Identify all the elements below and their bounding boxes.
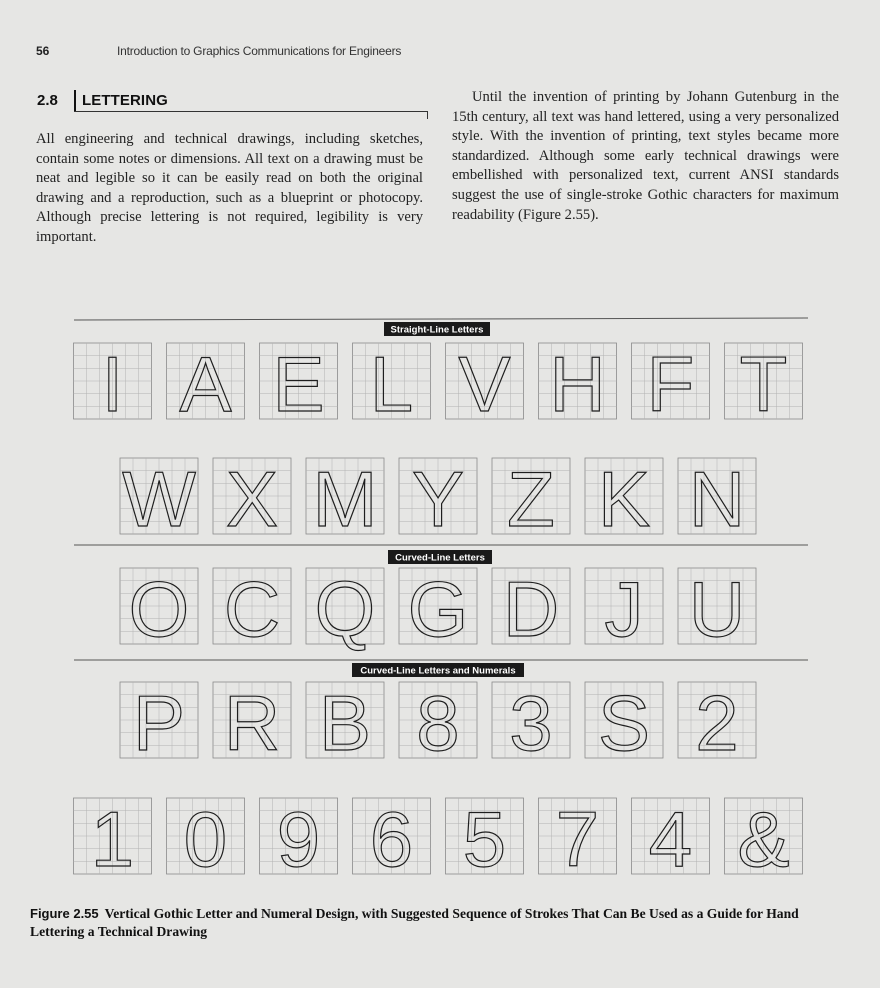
glyph-cell	[539, 795, 617, 883]
glyph-cell	[399, 455, 477, 543]
glyph-char: C	[223, 565, 281, 653]
glyph-char: W	[122, 455, 196, 543]
glyph-cell	[213, 679, 291, 767]
glyph-char: A	[179, 340, 232, 428]
caption-text: Vertical Gothic Letter and Numeral Design, with Suggested Sequence of Strokes That Can Be Used as a Guide for Hand Lettering a Technical Drawing	[30, 906, 799, 939]
glyph-cell	[167, 795, 245, 883]
glyph-cell	[306, 679, 384, 767]
glyph-cell	[74, 340, 152, 428]
glyph-char: 7	[555, 795, 600, 883]
glyph-cell	[213, 455, 291, 543]
glyph-cell	[446, 795, 524, 883]
glyph-char: I	[101, 340, 124, 428]
glyph-cell	[725, 795, 803, 883]
glyph-char: &	[737, 795, 790, 883]
glyph-cell	[585, 679, 663, 767]
glyph-cell	[306, 565, 384, 653]
glyph-cell	[353, 340, 431, 428]
glyph-char: O	[128, 565, 190, 653]
glyph-char: B	[318, 679, 372, 767]
lettering-figure-graphic	[60, 310, 816, 890]
section-number: 2.8	[37, 92, 58, 109]
glyph-cell	[632, 795, 710, 883]
caption-label: Figure 2.55	[30, 906, 99, 921]
glyph-cell	[120, 565, 198, 653]
glyph-cell	[678, 565, 756, 653]
glyph-char: U	[688, 565, 746, 653]
glyph-char: 1	[90, 795, 135, 883]
glyph-cell	[260, 795, 338, 883]
page-header	[36, 44, 436, 62]
glyph-cell	[306, 455, 384, 543]
glyph-char: H	[549, 340, 606, 428]
glyph-char: K	[597, 455, 651, 543]
glyph-char: 3	[509, 679, 553, 767]
section-divider	[74, 90, 76, 112]
glyph-cell	[260, 340, 338, 428]
glyph-char: Q	[314, 565, 376, 653]
glyph-char: Z	[507, 455, 555, 543]
glyph-cell	[120, 455, 198, 543]
figure-rule-top	[74, 318, 808, 320]
label-numerals: Curved-Line Letters and Numerals	[360, 665, 516, 677]
glyph-cell	[678, 455, 756, 543]
glyph-char: G	[407, 565, 469, 653]
glyph-cell	[585, 455, 663, 543]
glyph-cell	[353, 795, 431, 883]
section-heading	[37, 90, 427, 118]
glyph-cell	[74, 795, 152, 883]
glyph-cell	[446, 340, 524, 428]
glyph-cell	[120, 679, 198, 767]
glyph-cell	[492, 455, 570, 543]
glyph-char: 4	[648, 795, 693, 883]
label-straight: Straight-Line Letters	[390, 324, 484, 336]
glyph-char: D	[502, 565, 560, 653]
glyph-char: M	[312, 455, 378, 543]
figure-caption	[30, 905, 850, 941]
glyph-char: S	[597, 679, 651, 767]
lettering-figure	[60, 310, 816, 890]
glyph-cell	[632, 340, 710, 428]
glyph-char: L	[369, 340, 414, 428]
glyph-char: J	[604, 565, 644, 653]
glyph-cell	[167, 340, 245, 428]
section-rule	[74, 111, 428, 112]
glyph-cell	[213, 565, 291, 653]
glyph-char: P	[132, 679, 186, 767]
label-curved: Curved-Line Letters	[395, 552, 485, 564]
glyph-cell	[492, 679, 570, 767]
glyph-char: T	[739, 340, 788, 428]
body-paragraph-left: All engineering and technical drawings, including sketches, contain some notes or dimensions. All text on a drawing must be neat and legible so it can be easily read on both the original drawing and a reproduction, such as a blueprint or photocopy. Although precise lettering is not required, legibility is very important.	[36, 131, 423, 245]
glyph-char: 5	[462, 795, 507, 883]
page-number: 56	[36, 44, 50, 58]
glyph-char: 8	[416, 679, 460, 767]
glyph-char: R	[223, 679, 281, 767]
glyph-char: 9	[276, 795, 321, 883]
glyph-layer	[74, 340, 803, 883]
glyph-char: F	[646, 340, 695, 428]
glyph-cell	[725, 340, 803, 428]
glyph-char: 0	[183, 795, 228, 883]
glyph-char: Y	[411, 455, 465, 543]
glyph-char: 6	[369, 795, 414, 883]
running-head: Introduction to Graphics Communications for Engineers	[117, 44, 402, 58]
body-paragraph-right: Until the invention of printing by Johann Gutenburg in the 15th century, all text was hand lettered, using a very personalized style. With the invention of printing, text styles became more standardized. Although some early technical drawings were embellished with personalized text, current ANSI standards suggest the use of single-stroke Gothic characters for maximum readability (Figure 2.55).	[452, 89, 839, 223]
glyph-char: E	[272, 340, 325, 428]
glyph-cell	[585, 565, 663, 653]
glyph-char: X	[225, 455, 279, 543]
glyph-char: V	[458, 340, 511, 428]
glyph-cell	[399, 565, 477, 653]
glyph-char: N	[688, 455, 746, 543]
glyph-cell	[492, 565, 570, 653]
glyph-cell	[539, 340, 617, 428]
glyph-char: 2	[695, 679, 739, 767]
section-title: LETTERING	[82, 92, 168, 109]
section-rule-tick	[427, 111, 428, 119]
glyph-cell	[678, 679, 756, 767]
glyph-cell	[399, 679, 477, 767]
